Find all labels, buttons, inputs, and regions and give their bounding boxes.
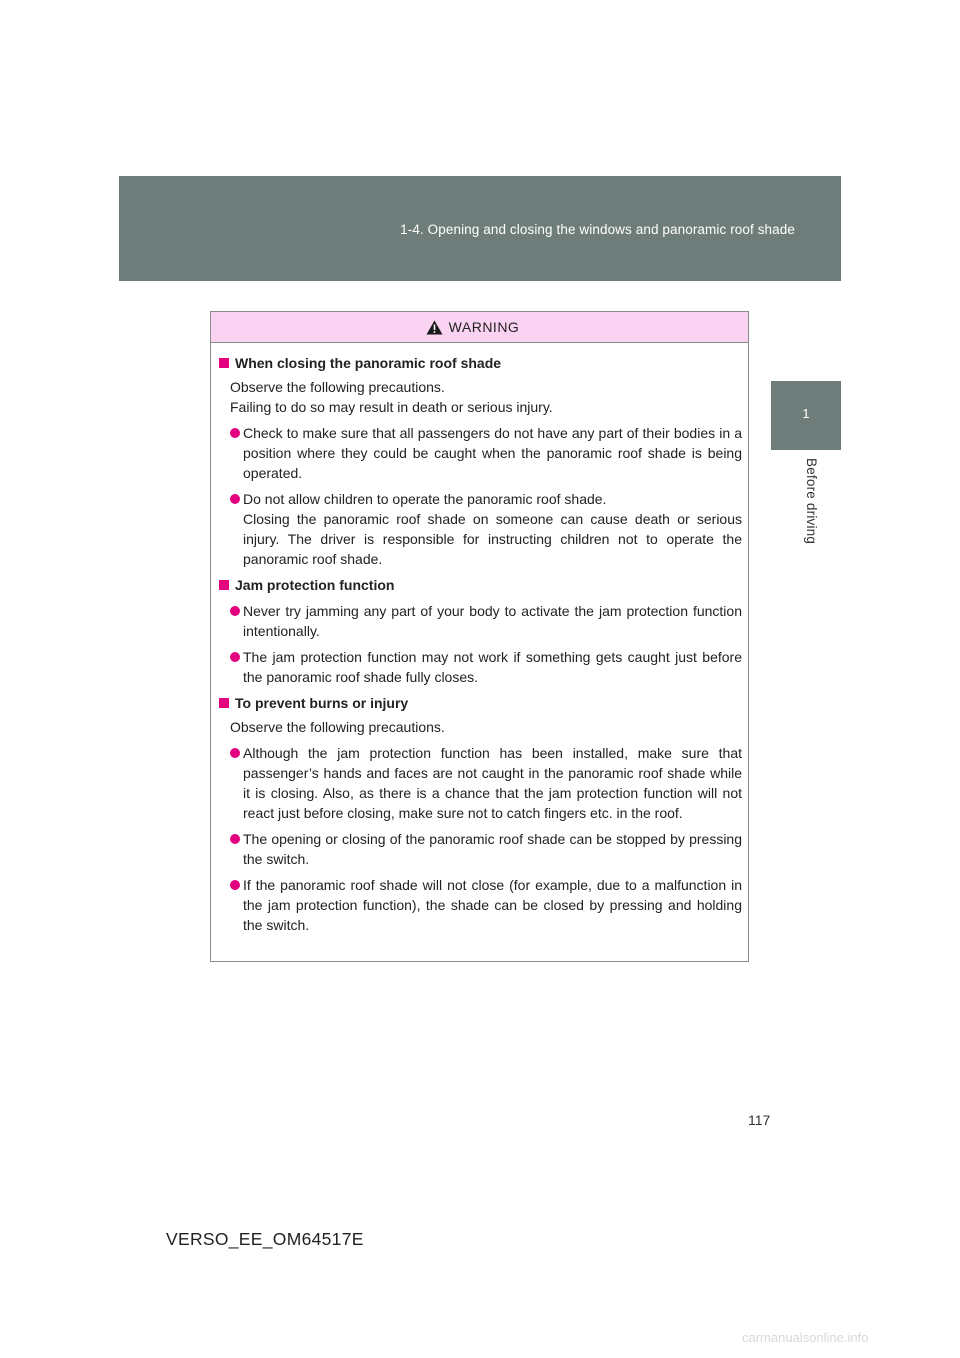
section-title: Jam protection function (235, 577, 395, 593)
square-bullet-icon (219, 580, 229, 590)
bullet-text: The jam protection function may not work if something gets caught just before the panoramic roof shade fully closes. (243, 649, 742, 685)
page-header (119, 176, 841, 281)
warning-content (211, 343, 748, 935)
chapter-tab (771, 381, 841, 450)
bullet-text: The opening or closing of the panoramic roof shade can be stopped by pressing the switch. (243, 831, 742, 867)
list-item (219, 647, 742, 687)
warning-title: WARNING (448, 319, 520, 335)
list-item (219, 829, 742, 869)
circle-bullet-icon (230, 880, 240, 890)
list-item (219, 743, 742, 823)
intro-text (219, 377, 742, 417)
square-bullet-icon (219, 698, 229, 708)
circle-bullet-icon (230, 652, 240, 662)
bullet-note: Closing the panoramic roof shade on someone can cause death or serious injury. The driver is responsible for instructing children not to operate the panoramic roof shade. (243, 511, 742, 567)
intro-line: Observe the following precautions. (230, 379, 445, 395)
intro-line: Failing to do so may result in death or serious injury. (230, 399, 553, 415)
section-title: To prevent burns or injury (235, 695, 409, 711)
section-heading (219, 693, 742, 713)
circle-bullet-icon (230, 748, 240, 758)
warning-header (211, 312, 748, 343)
page-number: 117 (748, 1112, 771, 1128)
circle-bullet-icon (230, 834, 240, 844)
square-bullet-icon (219, 358, 229, 368)
list-item (219, 875, 742, 935)
watermark: carmanualsonline.info (742, 1330, 869, 1345)
section-title: When closing the panoramic roof shade (235, 355, 502, 371)
list-item (219, 601, 742, 641)
list-item (219, 489, 742, 569)
circle-bullet-icon (230, 606, 240, 616)
circle-bullet-icon (230, 428, 240, 438)
bullet-main: Do not allow children to operate the panoramic roof shade. (243, 491, 607, 507)
intro-line: Observe the following precautions. (230, 719, 445, 735)
bullet-text: Check to make sure that all passengers do not have any part of their bodies in a position where they could be caught when the panoramic roof shade is being operated. (243, 425, 742, 481)
header-title: 1-4. Opening and closing the windows and panoramic roof shade (400, 222, 795, 237)
section-heading (219, 353, 742, 373)
warning-box (210, 311, 749, 962)
bullet-text: Although the jam protection function has been installed, make sure that passenger’s hands and faces are not caught in the panoramic roof shade while it is closing. Also, as there is a chance that the jam protection function will not react just before closing, make sure not to catch fingers etc. in the roof. (243, 745, 742, 821)
bullet-text: Never try jamming any part of your body to activate the jam protection function intentionally. (243, 603, 742, 639)
document-code: VERSO_EE_OM64517E (166, 1229, 364, 1249)
circle-bullet-icon (230, 494, 240, 504)
chapter-number: 1 (802, 406, 810, 421)
bullet-text: If the panoramic roof shade will not close (for example, due to a malfunction in the jam protection function), the shade can be closed by pressing and holding the switch. (243, 877, 742, 933)
warning-triangle-icon (426, 320, 443, 335)
intro-text (219, 717, 742, 737)
bullet-text (243, 489, 742, 569)
list-item (219, 423, 742, 483)
chapter-label: Before driving (804, 458, 819, 545)
section-heading (219, 575, 742, 595)
